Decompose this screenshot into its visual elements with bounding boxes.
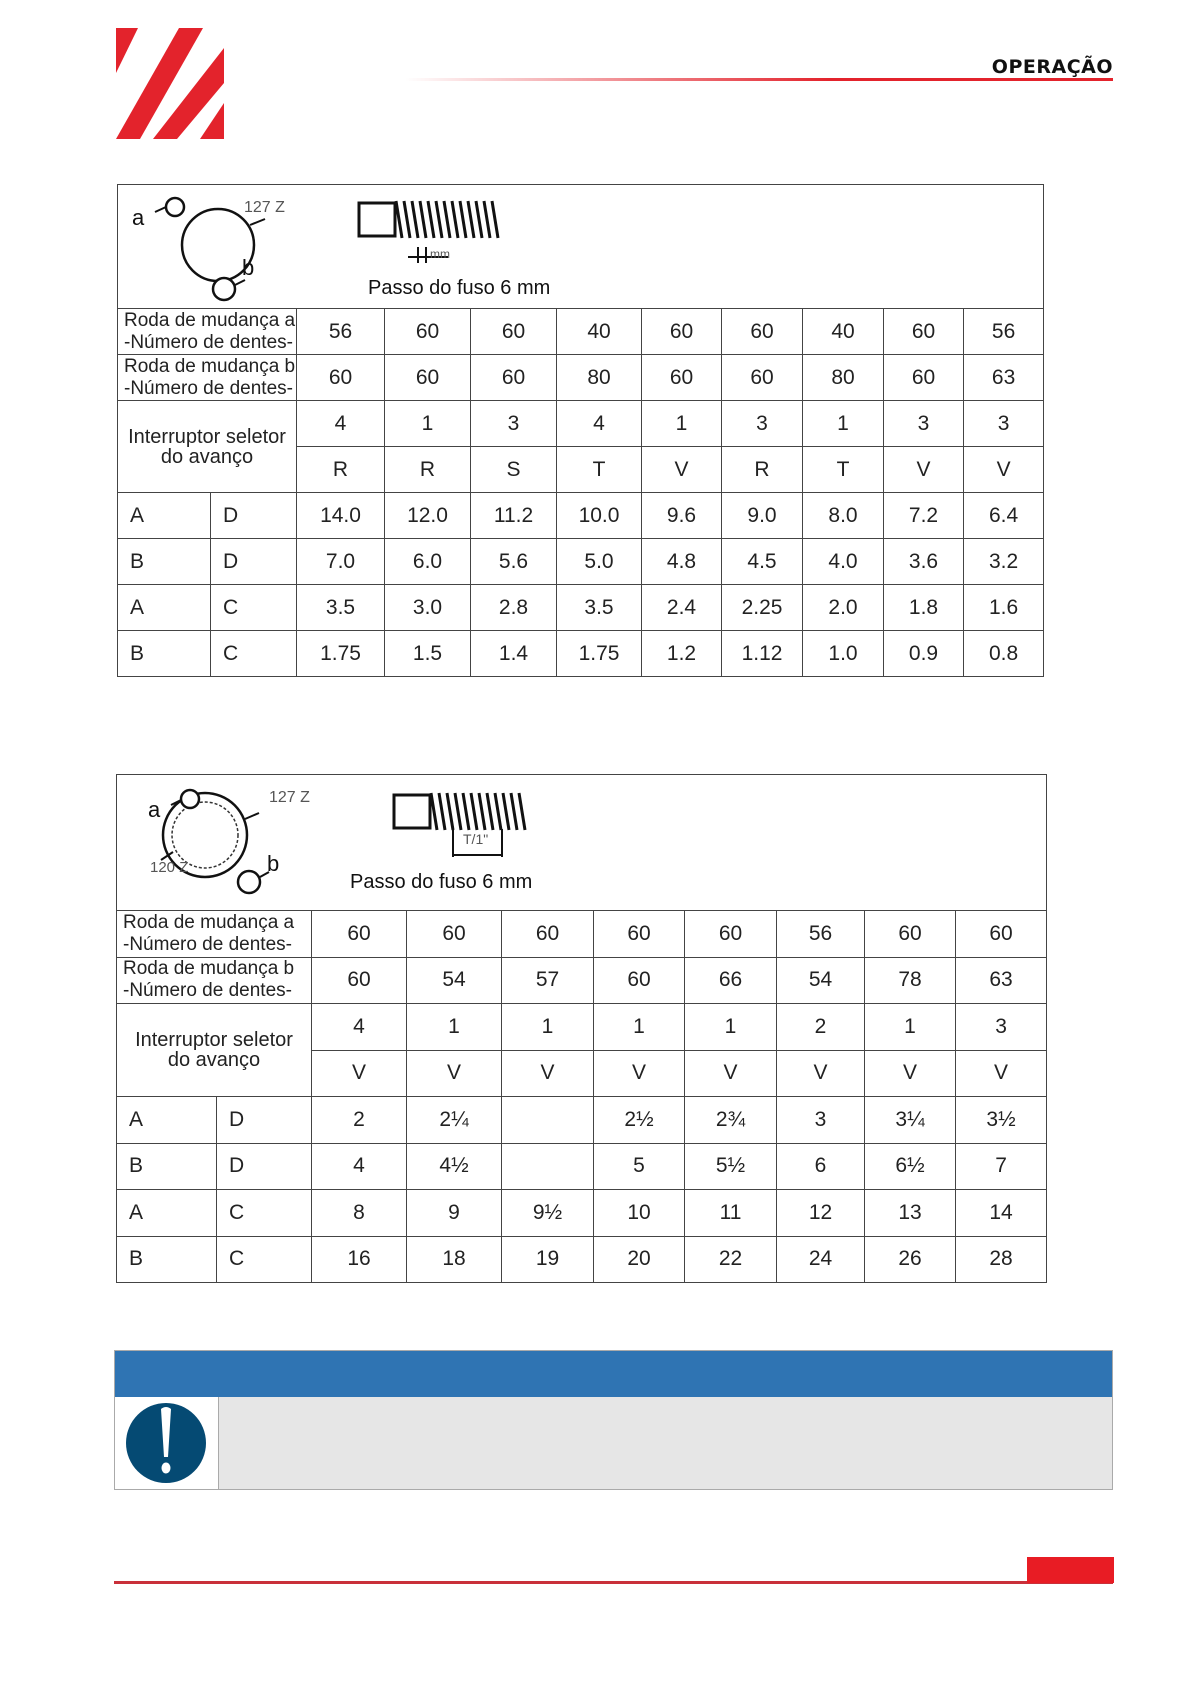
section-title: OPERAÇÃO	[991, 56, 1113, 78]
diagram-cell	[117, 775, 1047, 911]
pitch-value-cell: 3¼	[865, 1097, 956, 1144]
pitch-value-cell: 8.0	[803, 493, 884, 539]
pitch-value-cell: 4.5	[722, 539, 803, 585]
pitch-value-cell	[502, 1097, 594, 1144]
selector-letter-cell: T	[803, 447, 884, 493]
pitch-value-cell: 3½	[956, 1097, 1047, 1144]
selector-label	[117, 1004, 312, 1097]
pitch-value-cell: 4½	[407, 1143, 502, 1190]
pitch-value-cell: 9½	[502, 1190, 594, 1237]
selector-number-cell: 3	[956, 1004, 1047, 1051]
selector-number-cell: 1	[642, 401, 722, 447]
gear-a-row-label	[117, 911, 312, 958]
teeth-cell: 56	[964, 309, 1044, 355]
selector-number-cell: 3	[884, 401, 964, 447]
footer-page-tab	[1027, 1557, 1114, 1583]
note-box	[114, 1350, 1113, 1490]
selector-number-cell: 2	[777, 1004, 865, 1051]
pitch-value-cell: 11	[685, 1190, 777, 1237]
gear-table-inch	[116, 774, 1047, 1283]
pitch-row	[118, 585, 1044, 631]
teeth-cell: 40	[803, 309, 884, 355]
pitch-value-cell: 1.75	[297, 631, 385, 677]
label-line: -Número de dentes-	[124, 331, 293, 353]
pitch-value-cell: 13	[865, 1190, 956, 1237]
selector-number-cell: 4	[312, 1004, 407, 1051]
pitch-value-cell: 2	[312, 1097, 407, 1144]
selector-number-cell: 1	[803, 401, 884, 447]
diagram-row	[118, 185, 1044, 309]
teeth-cell: 60	[471, 309, 557, 355]
gear-teeth-120: 120 Z	[150, 859, 189, 876]
selector-letter-cell: R	[297, 447, 385, 493]
pitch-value-cell: 2.0	[803, 585, 884, 631]
pitch-value-cell: 2.4	[642, 585, 722, 631]
pitch-value-cell: 1.12	[722, 631, 803, 677]
pitch-row	[117, 1236, 1047, 1283]
pitch-value-cell: 1.75	[557, 631, 642, 677]
gear-table-metric	[117, 184, 1044, 677]
pitch-value-cell: 5.0	[557, 539, 642, 585]
label-line: do avanço	[167, 1049, 261, 1071]
teeth-cell: 60	[884, 355, 964, 401]
pitch-value-cell: 2¼	[407, 1097, 502, 1144]
pitch-unit-label: T/1"	[463, 831, 489, 847]
teeth-cell: 60	[297, 355, 385, 401]
selector-number-cell: 3	[964, 401, 1044, 447]
pitch-value-cell: 28	[956, 1236, 1047, 1283]
pitch-value-cell: 4	[312, 1143, 407, 1190]
selector-number-cell: 4	[557, 401, 642, 447]
label-line: -Número de dentes-	[124, 377, 293, 399]
teeth-cell: 66	[685, 957, 777, 1004]
teeth-cell: 56	[777, 911, 865, 958]
gear-b-row	[117, 957, 1047, 1004]
gear-b-row	[118, 355, 1044, 401]
gear-label-b: b	[267, 851, 280, 876]
lever-key-2: D	[217, 1143, 312, 1190]
gear-b-row-label	[118, 355, 297, 401]
diagram-cell	[118, 185, 1044, 309]
pitch-value-cell: 5½	[685, 1143, 777, 1190]
selector-number-cell: 3	[722, 401, 803, 447]
pitch-value-cell: 6½	[865, 1143, 956, 1190]
diagram-row	[117, 775, 1047, 911]
pitch-value-cell: 3.5	[297, 585, 385, 631]
pitch-value-cell: 4.8	[642, 539, 722, 585]
teeth-cell: 60	[594, 911, 685, 958]
lever-key-1: A	[118, 585, 211, 631]
selector-number-cell: 1	[685, 1004, 777, 1051]
selector-number-cell: 1	[502, 1004, 594, 1051]
pitch-value-cell: 20	[594, 1236, 685, 1283]
teeth-cell: 57	[502, 957, 594, 1004]
pitch-value-cell: 1.2	[642, 631, 722, 677]
selector-letter-cell: R	[722, 447, 803, 493]
lever-key-2: C	[211, 631, 297, 677]
pitch-value-cell: 1.5	[385, 631, 471, 677]
selector-number-row	[118, 401, 1044, 447]
pitch-value-cell: 8	[312, 1190, 407, 1237]
selector-label	[118, 401, 297, 493]
teeth-cell: 78	[865, 957, 956, 1004]
pitch-value-cell: 24	[777, 1236, 865, 1283]
pitch-value-cell	[502, 1143, 594, 1190]
selector-letter-cell: T	[557, 447, 642, 493]
gear-teeth-127: 127 Z	[269, 789, 310, 806]
pitch-value-cell: 2¾	[685, 1097, 777, 1144]
lever-key-2: C	[217, 1190, 312, 1237]
pitch-row	[118, 631, 1044, 677]
label-line: Roda de mudança b	[123, 958, 295, 980]
gear-label-a: a	[148, 797, 161, 822]
pitch-value-cell: 1.8	[884, 585, 964, 631]
pitch-row	[118, 493, 1044, 539]
brand-logo	[116, 28, 224, 139]
teeth-cell: 40	[557, 309, 642, 355]
gear-a-row	[117, 911, 1047, 958]
lever-key-1: B	[117, 1236, 217, 1283]
selector-letter-cell: V	[312, 1050, 407, 1097]
selector-number-cell: 1	[385, 401, 471, 447]
pitch-row	[117, 1097, 1047, 1144]
teeth-cell: 60	[642, 355, 722, 401]
selector-letter-cell: V	[407, 1050, 502, 1097]
note-icon-cell	[115, 1397, 219, 1489]
pitch-value-cell: 22	[685, 1236, 777, 1283]
teeth-cell: 60	[722, 355, 803, 401]
label-line: do avanço	[160, 445, 254, 468]
selector-letter-cell: V	[685, 1050, 777, 1097]
teeth-cell: 54	[407, 957, 502, 1004]
label-line: -Número de dentes-	[123, 980, 292, 1002]
pitch-value-cell: 10	[594, 1190, 685, 1237]
lever-key-2: C	[217, 1236, 312, 1283]
pitch-row	[117, 1190, 1047, 1237]
gear-b-row-label	[117, 957, 312, 1004]
pitch-value-cell: 7.0	[297, 539, 385, 585]
teeth-cell: 60	[594, 957, 685, 1004]
gear-teeth-127: 127 Z	[244, 199, 285, 216]
pitch-value-cell: 16	[312, 1236, 407, 1283]
pitch-value-cell: 14.0	[297, 493, 385, 539]
pitch-value-cell: 7.2	[884, 493, 964, 539]
selector-number-cell: 3	[471, 401, 557, 447]
gear-a-row-label	[118, 309, 297, 355]
teeth-cell: 60	[956, 911, 1047, 958]
lever-key-2: D	[211, 539, 297, 585]
pitch-value-cell: 3.5	[557, 585, 642, 631]
pitch-value-cell: 6.0	[385, 539, 471, 585]
lever-key-1: B	[117, 1143, 217, 1190]
pitch-value-cell: 0.8	[964, 631, 1044, 677]
gear-a-row	[118, 309, 1044, 355]
note-header-bar	[115, 1351, 1112, 1397]
lever-key-2: D	[211, 493, 297, 539]
pitch-value-cell: 5	[594, 1143, 685, 1190]
label-line: Interruptor seletor	[135, 1029, 293, 1051]
teeth-cell: 63	[956, 957, 1047, 1004]
exclamation-icon	[115, 1397, 218, 1489]
pitch-row	[117, 1143, 1047, 1190]
selector-letter-cell: V	[502, 1050, 594, 1097]
pitch-value-cell: 3.0	[385, 585, 471, 631]
teeth-cell: 60	[471, 355, 557, 401]
teeth-cell: 60	[884, 309, 964, 355]
pitch-value-cell: 9.0	[722, 493, 803, 539]
selector-letter-cell: V	[884, 447, 964, 493]
pitch-value-cell: 18	[407, 1236, 502, 1283]
teeth-cell: 80	[803, 355, 884, 401]
pitch-value-cell: 3	[777, 1097, 865, 1144]
teeth-cell: 60	[385, 355, 471, 401]
label-line: Interruptor seletor	[128, 425, 286, 448]
pitch-row	[118, 539, 1044, 585]
pitch-value-cell: 12.0	[385, 493, 471, 539]
pitch-value-cell: 12	[777, 1190, 865, 1237]
selector-number-row	[117, 1004, 1047, 1051]
pitch-value-cell: 3.6	[884, 539, 964, 585]
selector-number-cell: 4	[297, 401, 385, 447]
selector-letter-cell: S	[471, 447, 557, 493]
teeth-cell: 63	[964, 355, 1044, 401]
pitch-value-cell: 9	[407, 1190, 502, 1237]
teeth-cell: 60	[642, 309, 722, 355]
pitch-value-cell: 19	[502, 1236, 594, 1283]
lever-key-1: B	[118, 539, 211, 585]
pitch-value-cell: 3.2	[964, 539, 1044, 585]
selector-letter-cell: V	[865, 1050, 956, 1097]
selector-letter-cell: V	[594, 1050, 685, 1097]
pitch-value-cell: 6.4	[964, 493, 1044, 539]
selector-number-cell: 1	[594, 1004, 685, 1051]
pitch-value-cell: 1.4	[471, 631, 557, 677]
pitch-value-cell: 0.9	[884, 631, 964, 677]
lever-key-1: B	[118, 631, 211, 677]
teeth-cell: 60	[312, 911, 407, 958]
lever-key-1: A	[118, 493, 211, 539]
label-line: Roda de mudança b	[124, 355, 296, 377]
pitch-value-cell: 2.25	[722, 585, 803, 631]
teeth-cell: 60	[407, 911, 502, 958]
selector-number-cell: 1	[407, 1004, 502, 1051]
gear-label-a: a	[132, 205, 145, 230]
teeth-cell: 80	[557, 355, 642, 401]
pitch-value-cell: 26	[865, 1236, 956, 1283]
selector-letter-cell: V	[964, 447, 1044, 493]
footer-rule	[114, 1581, 1113, 1584]
pitch-value-cell: 10.0	[557, 493, 642, 539]
teeth-cell: 56	[297, 309, 385, 355]
lever-key-1: A	[117, 1190, 217, 1237]
pitch-value-cell: 14	[956, 1190, 1047, 1237]
label-line: Roda de mudança a	[123, 911, 295, 933]
teeth-cell: 60	[312, 957, 407, 1004]
lever-key-2: C	[211, 585, 297, 631]
label-line: -Número de dentes-	[123, 933, 292, 955]
pitch-unit-label: mm	[430, 247, 450, 261]
teeth-cell: 54	[777, 957, 865, 1004]
header-rule	[405, 78, 1113, 81]
pitch-value-cell: 9.6	[642, 493, 722, 539]
lever-key-2: D	[217, 1097, 312, 1144]
gear-label-b: b	[242, 255, 255, 280]
selector-letter-cell: R	[385, 447, 471, 493]
teeth-cell: 60	[502, 911, 594, 958]
pitch-value-cell: 4.0	[803, 539, 884, 585]
pitch-value-cell: 2½	[594, 1097, 685, 1144]
label-line: Roda de mudança a	[124, 309, 296, 331]
selector-letter-cell: V	[956, 1050, 1047, 1097]
pitch-value-cell: 2.8	[471, 585, 557, 631]
pitch-value-cell: 6	[777, 1143, 865, 1190]
teeth-cell: 60	[865, 911, 956, 958]
pitch-value-cell: 1.0	[803, 631, 884, 677]
pitch-caption: Passo do fuso 6 mm	[350, 871, 533, 893]
selector-number-cell: 1	[865, 1004, 956, 1051]
pitch-value-cell: 1.6	[964, 585, 1044, 631]
note-body	[219, 1397, 1112, 1489]
pitch-value-cell: 7	[956, 1143, 1047, 1190]
teeth-cell: 60	[722, 309, 803, 355]
selector-letter-cell: V	[777, 1050, 865, 1097]
lever-key-1: A	[117, 1097, 217, 1144]
pitch-caption: Passo do fuso 6 mm	[368, 277, 551, 299]
selector-letter-cell: V	[642, 447, 722, 493]
pitch-value-cell: 5.6	[471, 539, 557, 585]
teeth-cell: 60	[685, 911, 777, 958]
pitch-value-cell: 11.2	[471, 493, 557, 539]
teeth-cell: 60	[385, 309, 471, 355]
